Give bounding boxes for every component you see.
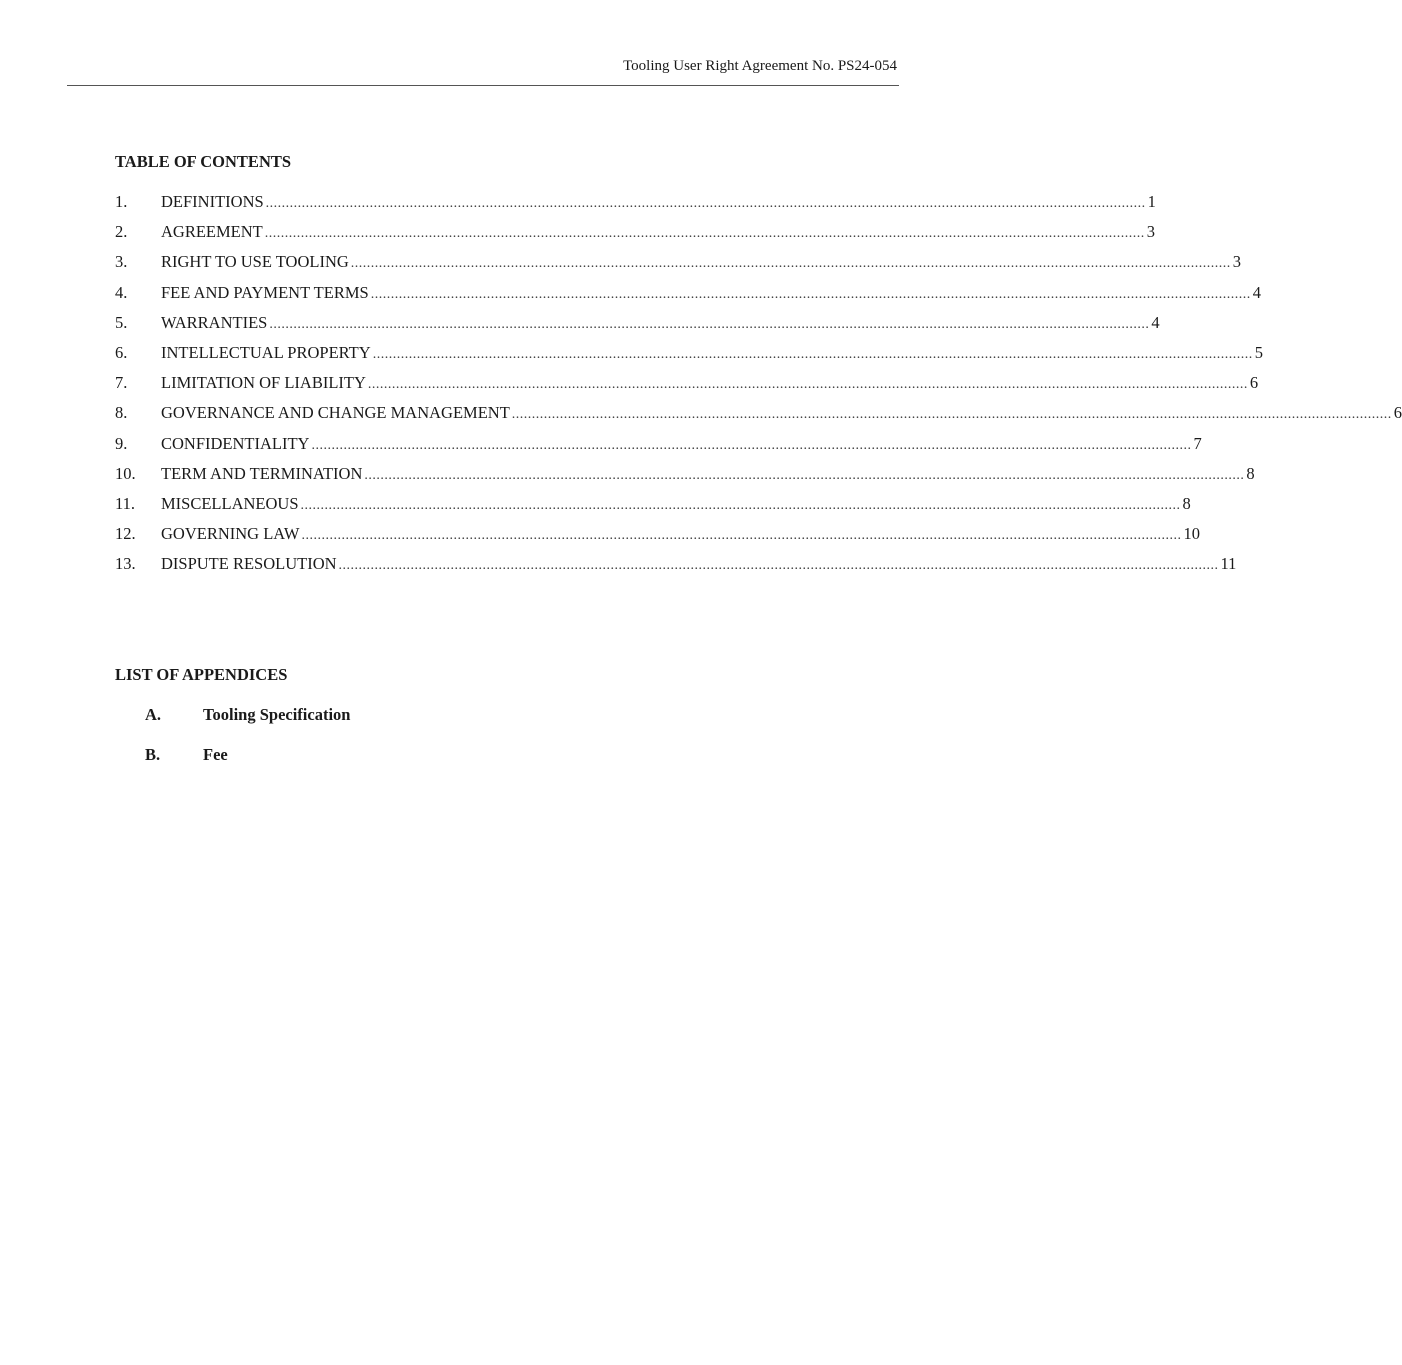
toc-entry-page: 3 <box>1232 252 1242 272</box>
appendix-title: Tooling Specification <box>203 705 351 724</box>
toc-heading: TABLE OF CONTENTS <box>115 152 292 171</box>
toc-entry-page: 4 <box>1151 312 1160 332</box>
toc-entry-number: 12. <box>115 524 136 544</box>
toc-entry-page: 7 <box>1193 433 1202 453</box>
toc-entry-page: 4 <box>1252 282 1261 302</box>
appendix-letter: A. <box>145 705 162 724</box>
toc-list <box>115 192 1402 584</box>
toc-entry-page: 6 <box>1249 373 1259 393</box>
toc-entry-page: 5 <box>1254 342 1263 362</box>
toc-entry[interactable] <box>115 282 1261 313</box>
toc-dot-leader: ............................................................................................................................................................................................................................ <box>372 346 1253 362</box>
toc-entry-title: MISCELLANEOUS <box>161 493 299 513</box>
toc-entry-page: 11 <box>1220 554 1237 574</box>
toc-dot-leader: ............................................................................................................................................................................................................................ <box>264 226 1145 242</box>
toc-entry-title: AGREEMENT <box>161 222 263 242</box>
toc-entry-title: DISPUTE RESOLUTION <box>161 554 337 574</box>
toc-entry[interactable] <box>115 192 1156 222</box>
toc-entry-number: 9. <box>115 433 128 453</box>
toc-entry-number: 6. <box>115 342 128 362</box>
toc-dot-leader: ............................................................................................................................................................................................................................ <box>338 558 1219 574</box>
toc-entry-number: 13. <box>115 554 136 574</box>
appendix-entry[interactable] <box>145 745 350 785</box>
toc-entry-number: 10. <box>115 463 136 483</box>
running-header: Tooling User Right Agreement No. PS24-054 <box>623 58 897 74</box>
toc-entry-title: WARRANTIES <box>161 312 268 332</box>
toc-entry-number: 8. <box>115 403 128 423</box>
toc-dot-leader: ............................................................................................................................................................................................................................ <box>265 196 1146 211</box>
toc-entry[interactable] <box>115 222 1155 252</box>
appendix-entry[interactable] <box>145 705 350 745</box>
toc-entry-number: 3. <box>115 252 128 272</box>
toc-entry[interactable] <box>115 252 1242 282</box>
toc-entry-number: 4. <box>115 282 128 302</box>
toc-dot-leader: ............................................................................................................................................................................................................................ <box>311 437 1192 453</box>
appendix-letter: B. <box>145 745 161 764</box>
toc-entry-page: 10 <box>1183 524 1200 544</box>
toc-entry[interactable] <box>115 493 1191 524</box>
toc-entry-title: INTELLECTUAL PROPERTY <box>161 342 371 362</box>
toc-dot-leader: ............................................................................................................................................................................................................................ <box>367 377 1248 393</box>
toc-entry[interactable] <box>115 342 1263 373</box>
toc-entry[interactable] <box>115 463 1255 494</box>
toc-entry-title: GOVERNANCE AND CHANGE MANAGEMENT <box>161 403 510 423</box>
toc-entry-page: 8 <box>1182 493 1191 513</box>
toc-entry[interactable] <box>115 373 1259 403</box>
toc-entry-page: 6 <box>1393 403 1402 423</box>
toc-entry-number: 7. <box>115 373 128 393</box>
toc-entry-title: FEE AND PAYMENT TERMS <box>161 282 369 302</box>
toc-entry-title: GOVERNING LAW <box>161 524 300 544</box>
toc-entry-number: 2. <box>115 222 128 242</box>
toc-entry-title: RIGHT TO USE TOOLING <box>161 252 349 272</box>
toc-entry-page: 3 <box>1146 222 1155 242</box>
toc-dot-leader: ............................................................................................................................................................................................................................ <box>364 467 1245 483</box>
toc-dot-leader: ............................................................................................................................................................................................................................ <box>301 528 1182 544</box>
appendices-list <box>145 705 350 785</box>
toc-entry-title: DEFINITIONS <box>161 192 264 211</box>
toc-dot-leader: ............................................................................................................................................................................................................................ <box>269 316 1150 332</box>
appendices-heading: LIST OF APPENDICES <box>115 665 288 684</box>
appendix-title: Fee <box>203 745 228 764</box>
toc-dot-leader: ............................................................................................................................................................................................................................ <box>350 256 1231 272</box>
toc-entry-number: 5. <box>115 312 128 332</box>
toc-entry-page: 1 <box>1147 192 1156 211</box>
toc-entry-title: CONFIDENTIALITY <box>161 433 310 453</box>
toc-entry[interactable] <box>115 554 1237 584</box>
toc-dot-leader: ............................................................................................................................................................................................................................ <box>300 497 1181 513</box>
toc-entry-title: LIMITATION OF LIABILITY <box>161 373 366 393</box>
toc-entry[interactable] <box>115 403 1402 433</box>
toc-entry[interactable] <box>115 524 1200 554</box>
toc-entry-number: 1. <box>115 192 128 211</box>
toc-entry-title: TERM AND TERMINATION <box>161 463 363 483</box>
toc-entry[interactable] <box>115 312 1160 343</box>
toc-entry[interactable] <box>115 433 1202 464</box>
toc-entry-page: 8 <box>1246 463 1255 483</box>
header-rule <box>67 85 899 86</box>
toc-dot-leader: ............................................................................................................................................................................................................................ <box>511 407 1392 423</box>
toc-entry-number: 11. <box>115 493 136 513</box>
toc-dot-leader: ............................................................................................................................................................................................................................ <box>370 286 1251 302</box>
